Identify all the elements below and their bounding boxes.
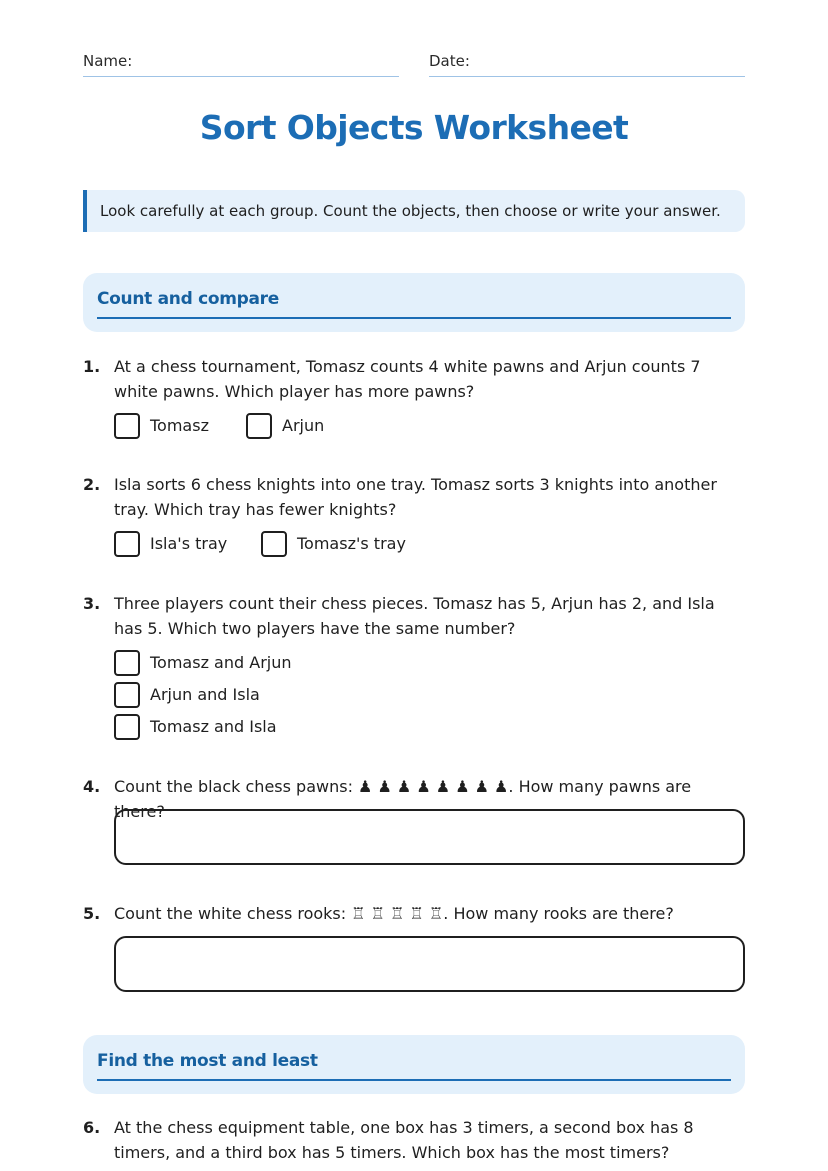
option-label: Isla's tray <box>150 534 228 553</box>
section-header-find-the-most-and-least <box>83 1035 745 1094</box>
checkbox[interactable] <box>114 531 140 557</box>
question-number: 4. <box>83 777 101 796</box>
question-6 <box>83 1115 745 1165</box>
checkbox[interactable] <box>246 413 272 439</box>
section-header-count-and-compare <box>83 273 745 332</box>
question-text: Count the white chess rooks: ♖ ♖ ♖ ♖ ♖. How many rooks are there? <box>114 904 674 923</box>
date-label: Date: <box>429 52 470 70</box>
checkbox[interactable] <box>114 650 140 676</box>
checkbox[interactable] <box>114 413 140 439</box>
name-field[interactable] <box>83 52 399 77</box>
question-text: Count the black chess pawns: ♟ ♟ ♟ ♟ ♟ ♟ ♟ ♟. How many pawns are there? <box>114 777 692 821</box>
question-text: At a chess tournament, Tomasz counts 4 white pawns and Arjun counts 7 white pawns. Which player has more pawns? <box>114 357 701 401</box>
answer-box-4[interactable] <box>114 809 745 865</box>
question-number: 3. <box>83 594 101 613</box>
question-number: 5. <box>83 904 101 923</box>
question-number: 1. <box>83 357 101 376</box>
question-2 <box>83 472 745 522</box>
section-divider <box>97 1079 731 1081</box>
option-label: Tomasz's tray <box>297 534 406 553</box>
question-number: 6. <box>83 1118 101 1137</box>
question-5 <box>83 901 745 926</box>
option-label: Tomasz and Isla <box>150 717 277 736</box>
answer-box-5[interactable] <box>114 936 745 992</box>
section-title: Count and compare <box>97 289 279 309</box>
question-text: Three players count their chess pieces. Tomasz has 5, Arjun has 2, and Isla has 5. Which two players have the same number? <box>114 594 715 638</box>
question-text: At the chess equipment table, one box has 3 timers, a second box has 8 timers, and a third box has 5 timers. Which box has the most timers? <box>114 1118 694 1162</box>
section-title: Find the most and least <box>97 1051 318 1071</box>
checkbox[interactable] <box>261 531 287 557</box>
checkbox[interactable] <box>114 682 140 708</box>
question-text: Isla sorts 6 chess knights into one tray. Tomasz sorts 3 knights into another tray. Which tray has fewer knights? <box>114 475 717 519</box>
option-label: Arjun <box>282 416 325 435</box>
question-1 <box>83 354 745 404</box>
page-title: Sort Objects Worksheet <box>199 108 629 147</box>
option-label: Tomasz <box>150 416 209 435</box>
date-field[interactable] <box>429 52 745 77</box>
question-3 <box>83 591 745 641</box>
checkbox[interactable] <box>114 714 140 740</box>
question-number: 2. <box>83 475 101 494</box>
option-label: Arjun and Isla <box>150 685 260 704</box>
option-label: Tomasz and Arjun <box>150 653 292 672</box>
instructions-box: Look carefully at each group. Count the objects, then choose or write your answer. <box>83 190 745 232</box>
name-label: Name: <box>83 52 133 70</box>
section-divider <box>97 317 731 319</box>
